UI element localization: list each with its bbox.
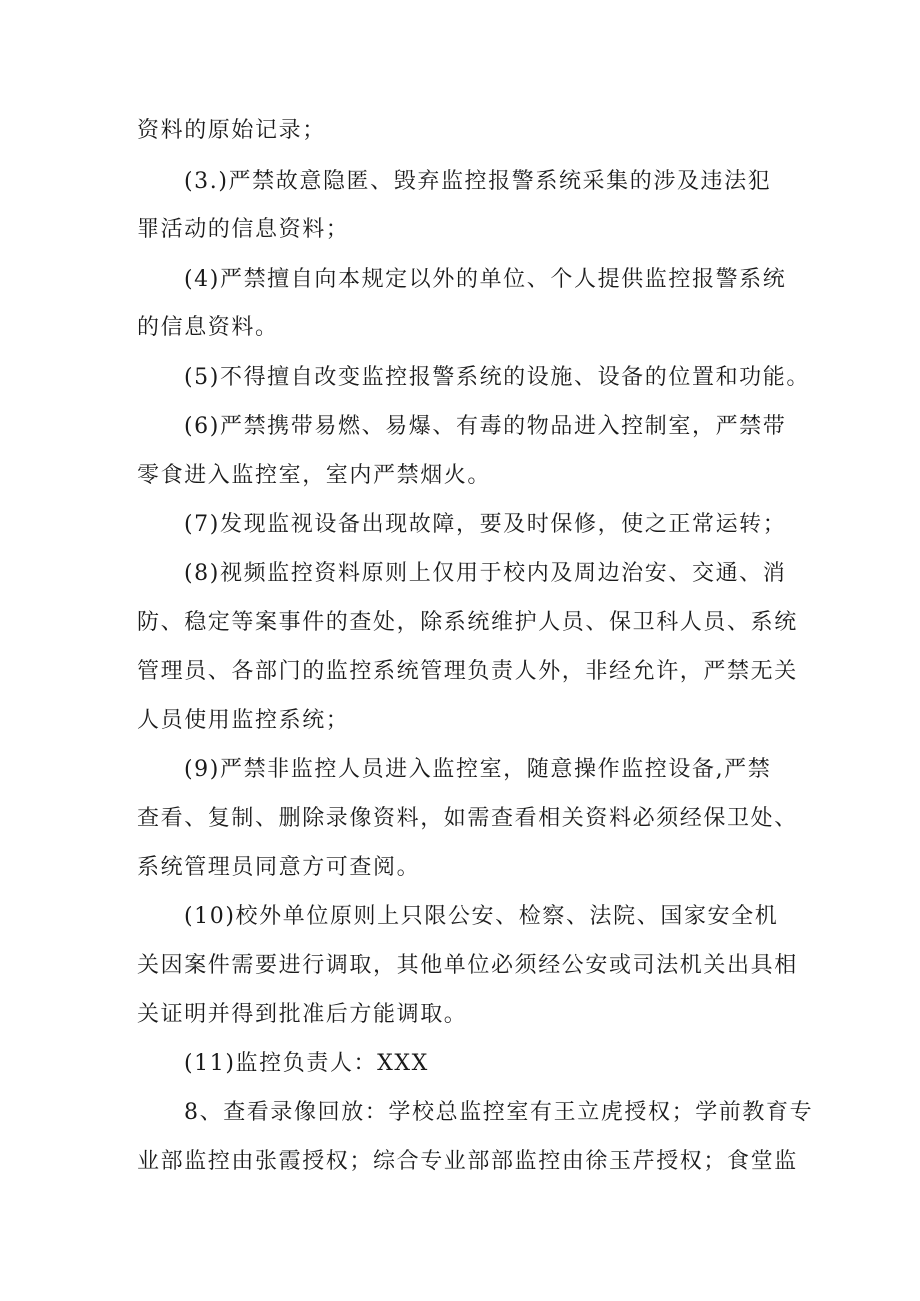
text-line: 的信息资料。 xyxy=(137,315,279,340)
text-line: 8、查看录像回放：学校总监控室有王立虎授权；学前教育专 xyxy=(184,1100,814,1125)
text-line: 防、稳定等案事件的查处，除系统维护人员、保卫科人员、系统 xyxy=(137,610,798,635)
text-line: (6)严禁携带易燃、易爆、有毒的物品进入控制室，严禁带 xyxy=(184,414,787,439)
text-line: 零食进入监控室，室内严禁烟火。 xyxy=(137,463,492,488)
text-line: (11)监控负责人：XXX xyxy=(184,1051,429,1076)
text-line: (10)校外单位原则上只限公安、检察、法院、国家安全机 xyxy=(184,904,779,929)
text-line: 业部监控由张霞授权；综合专业部部监控由徐玉芹授权；食堂监 xyxy=(137,1149,798,1174)
text-line: (7)发现监视设备出现故障，要及时保修，使之正常运转； xyxy=(184,512,787,537)
text-line: (3.)严禁故意隐匿、毁弃监控报警系统采集的涉及违法犯 xyxy=(184,169,772,194)
text-line: 关因案件需要进行调取，其他单位必须经公安或司法机关出具相 xyxy=(137,953,798,978)
text-line: 资料的原始记录； xyxy=(137,118,326,143)
text-line: (4)严禁擅自向本规定以外的单位、个人提供监控报警系统 xyxy=(184,267,787,292)
text-line: 罪活动的信息资料； xyxy=(137,217,350,242)
text-line: 关证明并得到批准后方能调取。 xyxy=(137,1002,468,1027)
text-line: 人员使用监控系统； xyxy=(137,708,350,733)
text-line: 管理员、各部门的监控系统管理负责人外，非经允许，严禁无关 xyxy=(137,659,798,684)
text-line: (8)视频监控资料原则上仅用于校内及周边治安、交通、消 xyxy=(184,561,787,586)
text-line: (9)严禁非监控人员进入监控室，随意操作监控设备,严禁 xyxy=(184,757,772,782)
text-line: (5)不得擅自改变监控报警系统的设施、设备的位置和功能。 xyxy=(184,365,810,390)
text-line: 查看、复制、删除录像资料，如需查看相关资料必须经保卫处、 xyxy=(137,806,798,831)
text-line: 系统管理员同意方可查阅。 xyxy=(137,855,421,880)
